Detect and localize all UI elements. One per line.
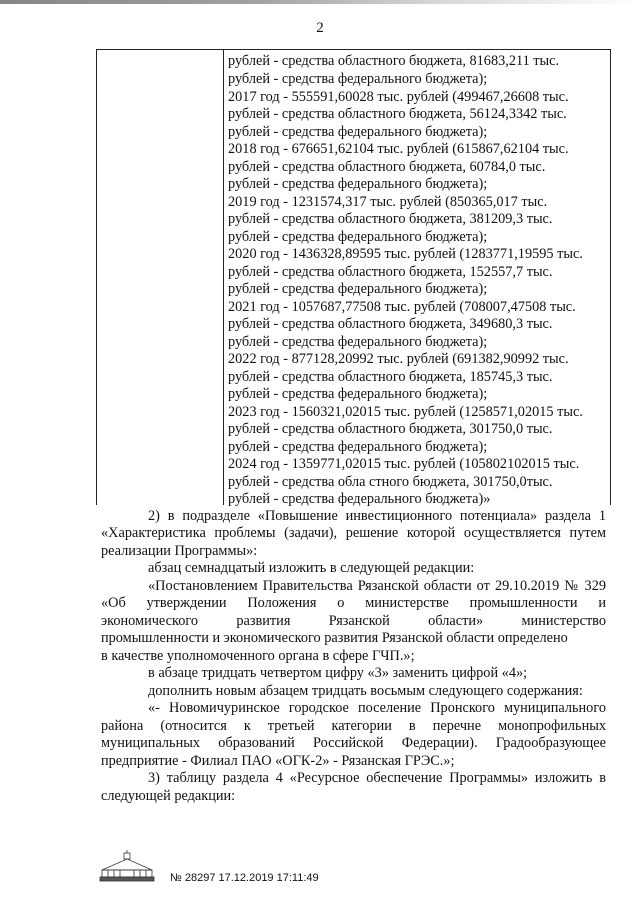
table-line: 2023 год - 1560321,02015 тыс. рублей (1258571,02015 тыс. — [228, 404, 583, 420]
body-line: 2) в подразделе «Повышение инвестиционного потенциала» раздела 1 — [148, 508, 606, 524]
table-line: рублей - средства федерального бюджета); — [228, 281, 488, 297]
table-line: рублей - средства областного бюджета, 152557,7 тыс. — [228, 264, 553, 280]
funding-table — [96, 49, 611, 505]
table-line: рублей - средства областного бюджета, 301750,0 тыс. — [228, 421, 553, 437]
table-line: рублей - средства федерального бюджета); — [228, 439, 488, 455]
body-line: экономического развития Рязанской области» министерство — [101, 613, 606, 629]
table-line: рублей - средства федерального бюджета); — [228, 386, 488, 402]
body-line: района (относится к третьей категории в перечне монопрофильных — [101, 718, 606, 734]
body-line: муниципальных образований Российской Федерации). Градообразующее — [101, 735, 606, 751]
body-line: промышленности и экономического развития Рязанской области определено — [101, 630, 568, 646]
page-number: 2 — [316, 20, 324, 36]
table-line: рублей - средства обла стного бюджета, 301750,0тыс. — [228, 474, 553, 490]
body-line: «- Новомичуринское городское поселение Пронского муниципального — [148, 700, 606, 716]
table-line: 2022 год - 877128,20992 тыс. рублей (691382,90992 тыс. — [228, 351, 569, 367]
table-line: рублей - средства областного бюджета, 349680,3 тыс. — [228, 316, 553, 332]
table-line: рублей - средства областного бюджета, 56124,3342 тыс. — [228, 106, 567, 122]
table-line: 2019 год - 1231574,317 тыс. рублей (850365,017 тыс. — [228, 194, 548, 210]
table-line: рублей - средства федерального бюджета); — [228, 124, 488, 140]
table-line: рублей - средства областного бюджета, 60784,0 тыс. — [228, 159, 546, 175]
body-line: «Об утверждении Положения о министерстве промышленности и — [101, 595, 606, 611]
table-line: рублей - средства федерального бюджета)» — [228, 491, 491, 507]
body-line: в качестве уполномоченного органа в сфере ГЧП.»; — [101, 648, 415, 664]
table-right-column — [224, 50, 610, 505]
body-line: в абзаце тридцать четвертом цифру «3» заменить цифрой «4»; — [148, 665, 528, 681]
table-line: 2024 год - 1359771,02015 тыс. рублей (105802102015 тыс. — [228, 456, 580, 472]
body-line: 3) таблицу раздела 4 «Ресурсное обеспечение Программы» изложить в — [148, 770, 606, 786]
table-line: рублей - средства областного бюджета, 185745,3 тыс. — [228, 369, 553, 385]
body-line: «Характеристика проблемы (задачи), решение которой осуществляется путем — [101, 525, 606, 541]
table-line: рублей - средства федерального бюджета); — [228, 334, 488, 350]
body-line: следующей редакции: — [101, 788, 236, 804]
body-line: реализации Программы»: — [101, 543, 258, 559]
table-line: 2018 год - 676651,62104 тыс. рублей (615867,62104 тыс. — [228, 141, 569, 157]
scan-top-edge — [0, 0, 640, 4]
table-line: рублей - средства областного бюджета, 381209,3 тыс. — [228, 211, 553, 227]
government-building-stamp-icon — [98, 850, 156, 882]
body-line: «Постановлением Правительства Рязанской области от 29.10.2019 № 329 — [148, 578, 606, 594]
table-line: 2020 год - 1436328,89595 тыс. рублей (1283771,19595 тыс. — [228, 246, 583, 262]
table-line: рублей - средства федерального бюджета); — [228, 176, 488, 192]
table-left-column — [97, 50, 224, 505]
table-line: рублей - средства федерального бюджета); — [228, 71, 488, 87]
table-line: рублей - средства федерального бюджета); — [228, 229, 488, 245]
table-line: 2017 год - 555591,60028 тыс. рублей (499467,26608 тыс. — [228, 89, 569, 105]
table-line: рублей - средства областного бюджета, 81683,211 тыс. — [228, 53, 560, 69]
body-line: абзац семнадцатый изложить в следующей редакции: — [148, 560, 475, 576]
document-registration-footer: № 28297 17.12.2019 17:11:49 — [170, 872, 319, 884]
table-line: 2021 год - 1057687,77508 тыс. рублей (708007,47508 тыс. — [228, 299, 576, 315]
body-line: дополнить новым абзацем тридцать восьмым следующего содержания: — [148, 683, 583, 699]
body-line: предприятие - Филиал ПАО «ОГК-2» - Рязанская ГРЭС.»; — [101, 753, 455, 769]
